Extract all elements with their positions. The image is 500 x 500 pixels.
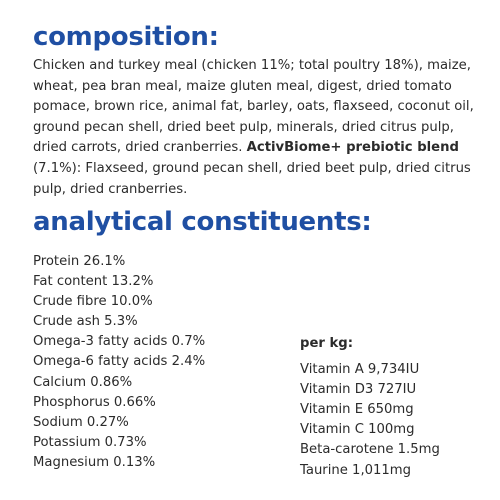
constituent-item: Potassium 0.73% (33, 434, 147, 450)
constituents-list (33, 252, 205, 473)
constituent-item: Phosphorus 0.66% (33, 394, 156, 410)
vitamin-item: Taurine 1,011mg (300, 462, 412, 478)
ingredients-text: Chicken and turkey meal (chicken 11%; total poultry 18%), maize, wheat, pea bran meal, maize gluten meal, digest, dried tomato pomace, brown rice, animal fat, barley, oats, flaxseed, coconut oil, ground pecan shell, dried beet pulp, minerals, dried citrus pulp, dried carrots, dried cranberries. (33, 58, 474, 156)
constituent-item: Fat content 13.2% (33, 274, 154, 290)
constituent-item: Crude fibre 10.0% (33, 294, 153, 310)
vitamin-item: Vitamin D3 727IU (300, 382, 417, 398)
constituent-item: Omega-6 fatty acids 2.4% (33, 354, 206, 370)
vitamin-item: Vitamin C 100mg (300, 422, 415, 438)
vitamins-list (300, 360, 440, 481)
composition-heading: composition: (33, 22, 219, 52)
constituent-item: Protein 26.1% (33, 254, 126, 269)
prebiotic-blend-name: ActivBiome+ prebiotic blend (246, 140, 459, 156)
constituent-item: Omega-3 fatty acids 0.7% (33, 334, 206, 350)
constituent-item: Sodium 0.27% (33, 414, 129, 430)
composition-text (33, 56, 478, 200)
vitamin-item: Vitamin A 9,734IU (300, 362, 420, 378)
vitamin-item: Beta-carotene 1.5mg (300, 442, 440, 458)
constituent-item: Crude ash 5.3% (33, 314, 138, 330)
prebiotic-blend-text: (7.1%): Flaxseed, ground pecan shell, dried beet pulp, dried citrus pulp, dried cranberries. (33, 160, 471, 197)
per-kg-section (300, 334, 440, 481)
per-kg-label: per kg: (300, 336, 353, 351)
analytical-constituents-heading: analytical constituents: (33, 207, 372, 237)
vitamin-item: Vitamin E 650mg (300, 402, 414, 418)
constituent-item: Magnesium 0.13% (33, 454, 156, 470)
constituent-item: Calcium 0.86% (33, 374, 133, 390)
